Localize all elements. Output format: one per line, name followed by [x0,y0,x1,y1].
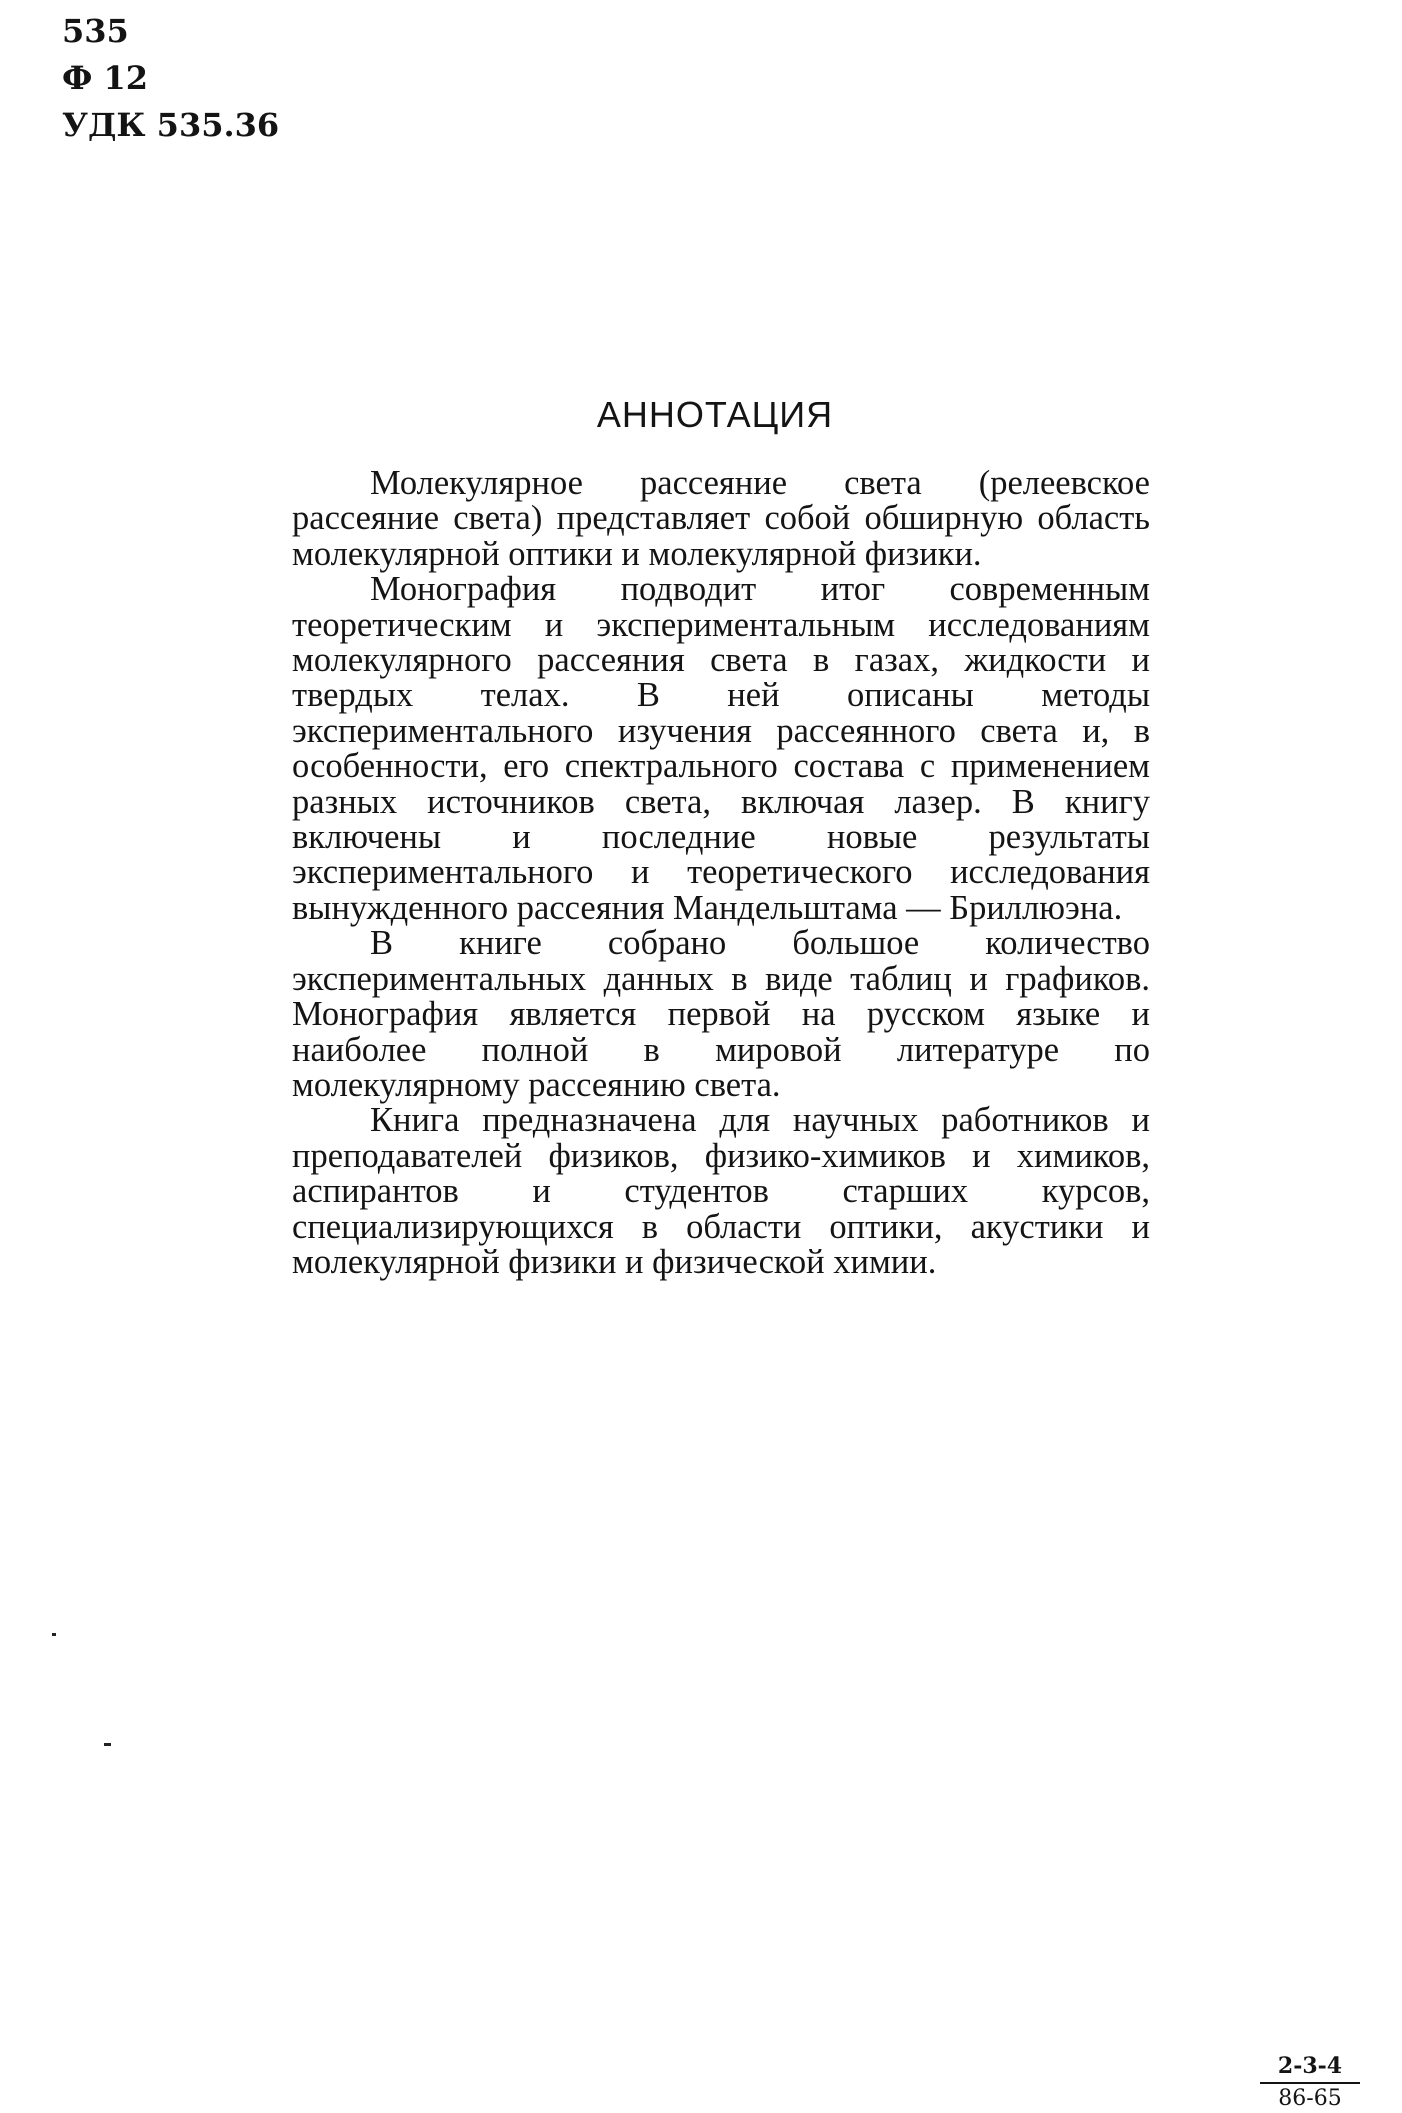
classification-block [62,8,279,149]
abstract-paragraph-1: Молекулярное рассеяние света (релеевское рассеяние света) представляет собой обширную область молекулярной оптики и молекулярной физики. [292,464,1150,573]
page-title: АННОТАЦИЯ [596,394,834,435]
abstract-paragraph-3: В книге собрано большое количество экспериментальных данных в виде таблиц и графиков. Монография является первой на русском языке и наиболее полной в мировой литературе по молекулярному рассеянию света. [292,924,1150,1104]
publisher-code [1260,2052,1360,2113]
scan-speck [52,1633,56,1636]
bbk-code: Ф 12 [62,59,149,97]
publisher-code-numerator: 2-3-4 [1277,2053,1343,2079]
abstract-text [292,466,1150,1280]
abstract-paragraph-2: Монография подводит итог современным теоретическим и экспериментальным исследованиям молекулярного рассеяния света в газах, жидкости и твердых телах. В ней описаны методы экспериментального изучения рассеянного света и, в особенности, его спектрального состава с применением разных источников света, включая лазер. В книгу включены и последние новые результаты экспериментального и теоретического исследования вынужденного рассеяния Мандельштама — Бриллюэна. [292,570,1150,927]
scan-speck [104,1743,111,1746]
udc-code: УДК 535.36 [62,106,280,144]
abstract-paragraph-4: Книга предназначена для научных работников и преподавателей физиков, физико-химиков и химиков, аспирантов и студентов старших курсов, специализирующихся в области оптики, акустики и молекулярной физики и физической химии. [292,1101,1150,1281]
publisher-code-denominator: 86-65 [1260,2082,1360,2113]
class-code: 535 [62,12,129,50]
